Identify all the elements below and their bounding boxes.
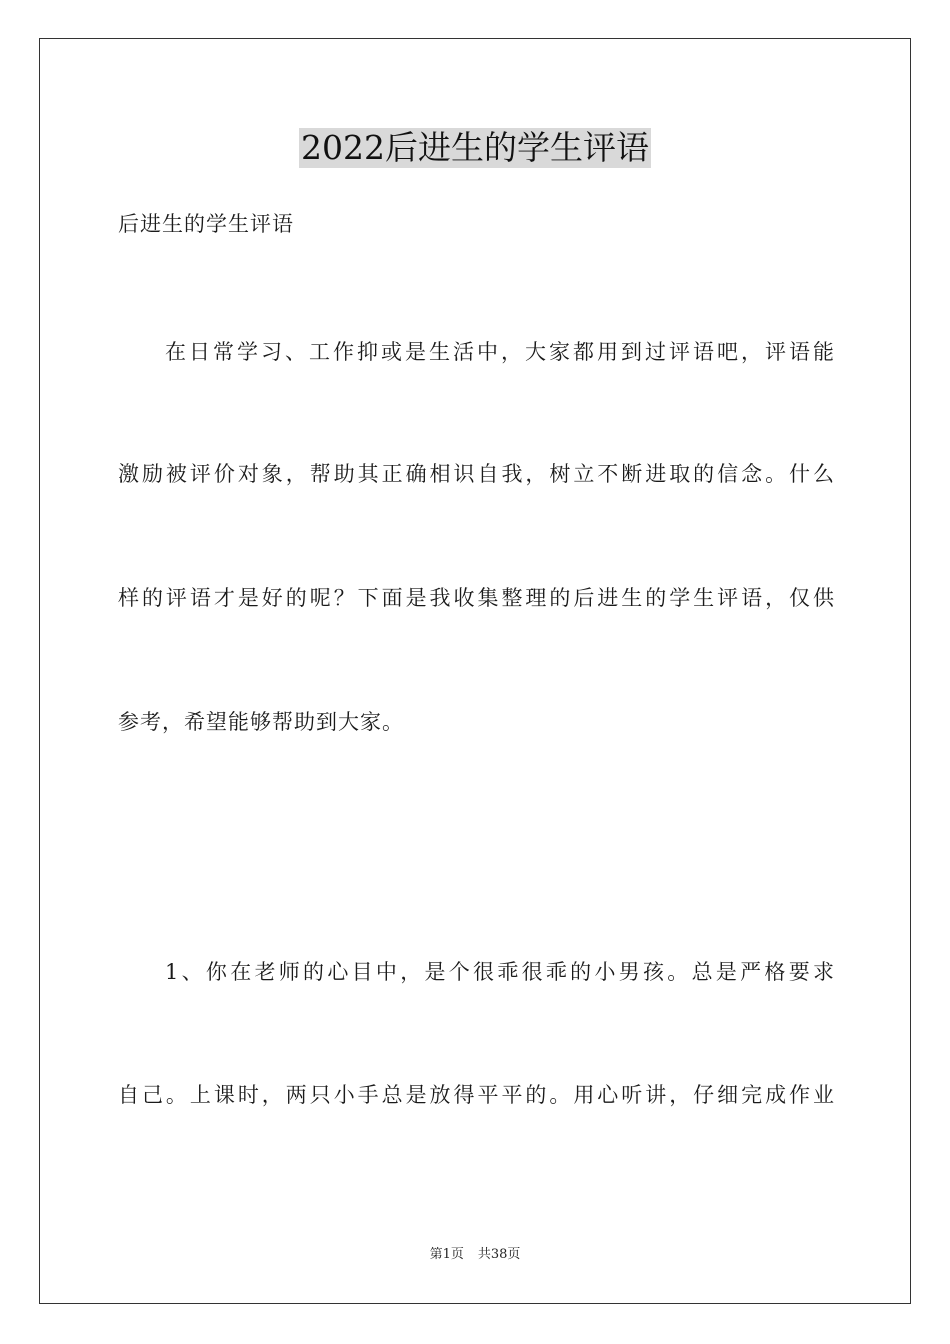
intro-line-4: 参考，希望能够帮助到大家。 — [118, 710, 404, 734]
intro-line-1: 在日常学习、工作抑或是生活中，大家都用到过评语吧，评语能 — [165, 340, 834, 364]
title-container — [0, 128, 950, 168]
intro-line-3: 样的评语才是好的呢？下面是我收集整理的后进生的学生评语，仅供 — [118, 586, 834, 610]
document-subheading: 后进生的学生评语 — [118, 212, 294, 236]
document-title: 2022后进生的学生评语 — [301, 128, 649, 167]
item1-line-2: 自己。上课时，两只小手总是放得平平的。用心听讲，仔细完成作业 — [118, 1083, 834, 1107]
page-number-current: 第1页 — [429, 1247, 464, 1262]
page-footer — [0, 1246, 950, 1264]
page-number-total: 共38页 — [477, 1247, 521, 1262]
item1-line-1: 1、你在老师的心目中，是个很乖很乖的小男孩。总是严格要求 — [165, 960, 834, 984]
intro-line-2: 激励被评价对象，帮助其正确相识自我，树立不断进取的信念。什么 — [118, 462, 834, 486]
